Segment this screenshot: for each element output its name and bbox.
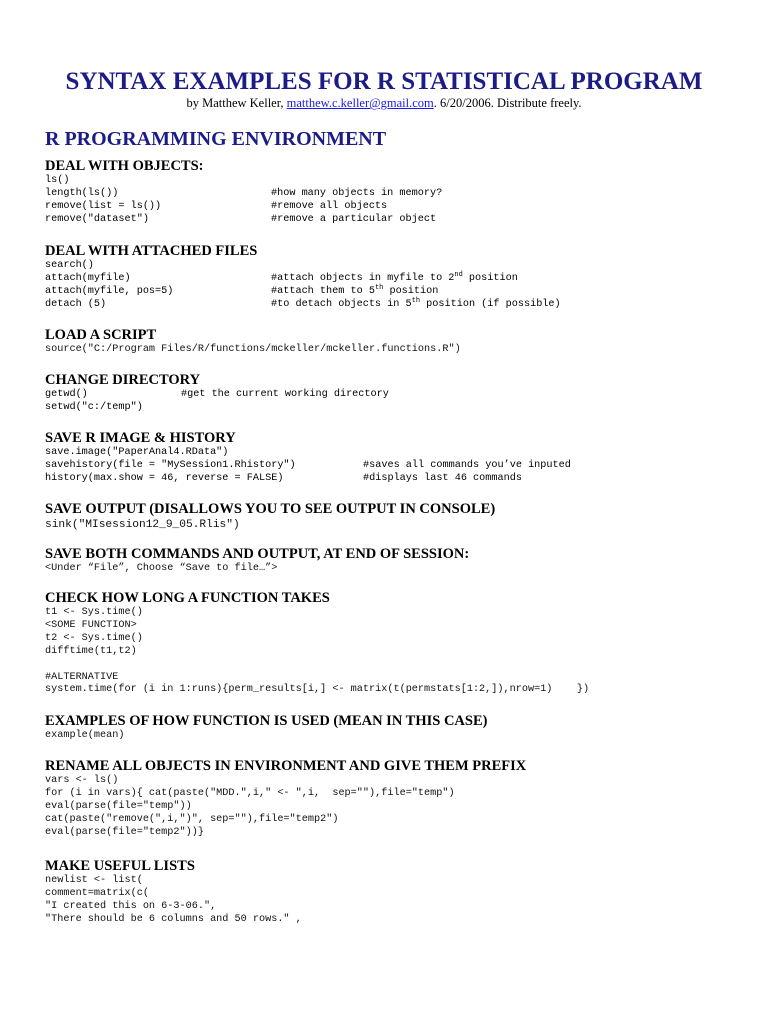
code-block: newlist <- list( comment=matrix(c( "I created this on 6-3-06.", "There should be 6 columns and 50 rows." , xyxy=(45,875,302,925)
code-block: sink("MIsession12_9_05.Rlis") xyxy=(45,519,240,531)
code-line xyxy=(45,283,745,299)
code-block: source("C:/Program Files/R/functions/mckeller/mckeller.functions.R") xyxy=(45,344,461,355)
section-load-script xyxy=(45,327,745,357)
section-title: CHECK HOW LONG A FUNCTION TAKES xyxy=(45,590,330,606)
code-line xyxy=(45,201,745,214)
code-text: attach(myfile) xyxy=(45,272,131,284)
code-text: save.image("PaperAnal4.RData") xyxy=(45,447,229,458)
code-block: vars <- ls() for (i in vars){ cat(paste("MDD.",i," <- ",i, sep=""),file="temp") eval(parse(file="temp")) cat(paste("remove(",i,")", sep=""),file="temp2") eval(parse(file="temp2"))} xyxy=(45,775,455,838)
author-email-link[interactable]: matthew.c.keller@gmail.com xyxy=(286,96,434,110)
code-comment: #attach them to 5th position xyxy=(271,283,439,297)
code-text: setwd("c:/temp") xyxy=(45,401,143,413)
code-line xyxy=(45,473,745,486)
section-heading: R PROGRAMMING ENVIRONMENT xyxy=(45,128,387,150)
section-title: CHANGE DIRECTORY xyxy=(45,372,201,388)
code-comment: #how many objects in memory? xyxy=(271,187,443,199)
section-title: SAVE OUTPUT (DISALLOWS YOU TO SEE OUTPUT IN CONSOLE) xyxy=(45,501,496,517)
section-save-output xyxy=(45,501,745,532)
byline-date: . 6/20/2006. Distribute freely. xyxy=(433,96,582,110)
section-title: LOAD A SCRIPT xyxy=(45,327,157,343)
code-line xyxy=(45,214,745,227)
code-text: remove("dataset") xyxy=(45,213,149,225)
section-save-both xyxy=(45,546,745,576)
code-block: t1 <- Sys.time() <SOME FUNCTION> t2 <- Sys.time() difftime(t1,t2) #ALTERNATIVE system.time(for (i in 1:runs){perm_results[i,] <- matrix(t(permstats[1:2,]),nrow=1) }) xyxy=(45,607,590,696)
code-text: attach(myfile, pos=5) xyxy=(45,285,174,297)
section-title: SAVE R IMAGE & HISTORY xyxy=(45,430,236,446)
code-block: <Under “File”, Choose “Save to file…”> xyxy=(45,563,278,574)
byline xyxy=(45,96,723,111)
code-comment: #displays last 46 commands xyxy=(363,472,522,484)
code-comment: #saves all commands you’ve inputed xyxy=(363,459,571,471)
code-comment: #remove all objects xyxy=(271,200,388,212)
code-line xyxy=(45,402,745,415)
code-line xyxy=(45,389,745,402)
byline-author: by Matthew Keller, xyxy=(186,96,287,110)
code-line xyxy=(45,460,745,473)
code-comment: #remove a particular object xyxy=(271,213,437,225)
section-lists xyxy=(45,858,745,927)
code-text: remove(list = ls()) xyxy=(45,200,162,212)
code-comment: #to detach objects in 5th position (if possible) xyxy=(271,296,561,310)
code-line xyxy=(45,296,745,312)
code-text: detach (5) xyxy=(45,298,107,310)
section-title: DEAL WITH OBJECTS: xyxy=(45,158,204,174)
document-title: SYNTAX EXAMPLES FOR R STATISTICAL PROGRAM xyxy=(65,68,703,95)
section-title: RENAME ALL OBJECTS IN ENVIRONMENT AND GIVE THEM PREFIX xyxy=(45,758,527,774)
code-line xyxy=(45,270,745,286)
code-text: history(max.show = 46, reverse = FALSE) xyxy=(45,472,284,484)
section-rename xyxy=(45,758,745,840)
code-comment: #attach objects in myfile to 2nd position xyxy=(271,270,518,284)
code-line xyxy=(45,175,745,188)
code-text: length(ls()) xyxy=(45,187,119,199)
code-text: ls() xyxy=(45,175,70,186)
section-timing xyxy=(45,590,745,697)
code-block: example(mean) xyxy=(45,730,125,741)
section-title: DEAL WITH ATTACHED FILES xyxy=(45,243,258,259)
code-comment: #get the current working directory xyxy=(181,389,389,400)
code-line xyxy=(45,447,745,460)
code-text: search() xyxy=(45,260,94,271)
section-save-image xyxy=(45,430,745,486)
section-title: MAKE USEFUL LISTS xyxy=(45,858,195,874)
section-title: EXAMPLES OF HOW FUNCTION IS USED (MEAN IN THIS CASE) xyxy=(45,713,488,729)
code-line xyxy=(45,260,745,273)
section-attached-files xyxy=(45,243,745,312)
section-objects xyxy=(45,158,745,227)
section-change-directory xyxy=(45,372,745,415)
code-text: savehistory(file = "MySession1.Rhistory") xyxy=(45,459,296,471)
code-text: getwd() xyxy=(45,389,88,400)
code-line xyxy=(45,188,745,201)
section-example xyxy=(45,713,745,743)
section-title: SAVE BOTH COMMANDS AND OUTPUT, AT END OF SESSION: xyxy=(45,546,470,562)
